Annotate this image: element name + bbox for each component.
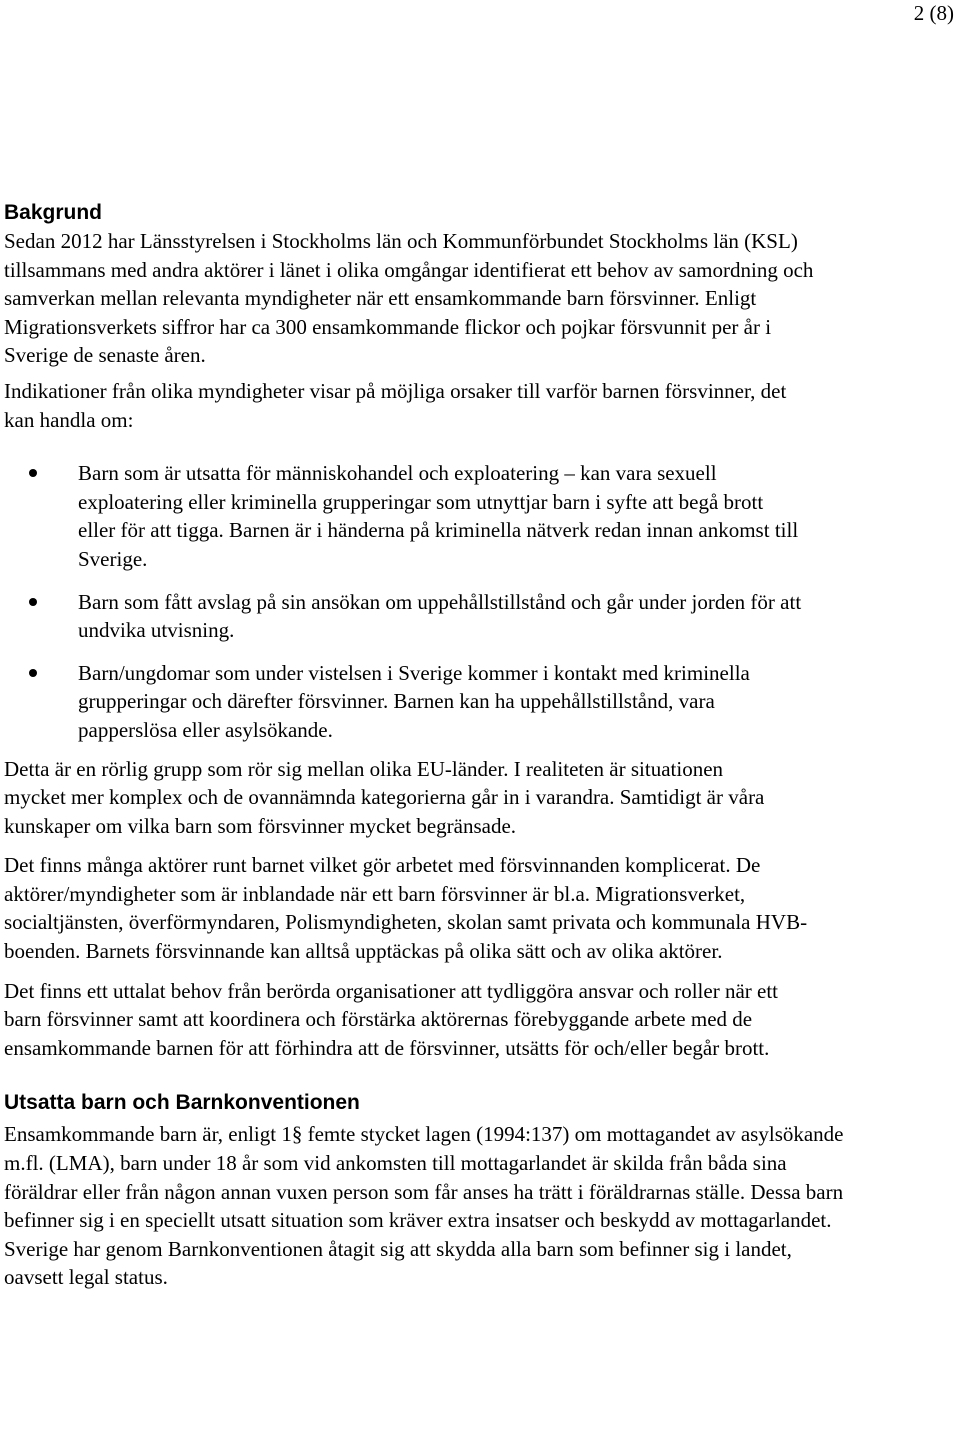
list-item-rejected-asylum: Barn som fått avslag på sin ansökan om uppehållstillstånd och går under jorden för att undvika utvisning. <box>4 588 804 645</box>
paragraph-indications: Indikationer från olika myndigheter visar på möjliga orsaker till varför barnen försvinner, det kan handla om: <box>4 378 787 432</box>
list-item-criminal-groups: Barn/ungdomar som under vistelsen i Sverige kommer i kontakt med kriminella grupperingar och därefter försvinner. Barnen kan ha uppehållstillstånd, vara papperslösa eller asylsökande. <box>4 659 804 745</box>
document-body <box>4 199 944 1292</box>
section-heading-barnkonventionen: Utsatta barn och Barnkonventionen <box>4 1091 360 1115</box>
section-heading-bakgrund: Bakgrund <box>4 201 103 224</box>
page-number: 2 (8) <box>913 1 954 25</box>
paragraph-actors: Det finns många aktörer runt barnet vilket gör arbetet med försvinnanden komplicerat. De aktörer/myndigheter som är inblandade när ett barn försvinner är bl.a. Migrationsverket, socialtjänsten, överförmyndaren, Polismyndigheten, skolan samt privata och kommunala HVB-boenden. Barnets försvinnande kan alltså upptäckas på olika sätt och av olika aktörer. <box>4 853 808 964</box>
paragraph-need: Det finns ett uttalat behov från berörda organisationer att tydliggöra ansvar och roller när ett barn försvinner samt att koordinera och förstärka aktörernas förebyggande arbete med de ensamkommande barnen för att förhindra att de försvinner, utsätts för och/eller begår brott. <box>4 978 779 1060</box>
paragraph-mobile-group: Detta är en rörlig grupp som rör sig mellan olika EU-länder. I realiteten är situationen mycket mer komplex och de ovannämnda kategorierna går in i varandra. Samtidigt är våra kunskaper om vilka barn som försvinner mycket begränsade. <box>4 756 765 838</box>
reasons-list <box>4 459 804 744</box>
paragraph-unaccompanied-definition: Ensamkommande barn är, enligt 1§ femte stycket lagen (1994:137) om mottagandet av asylsökande m.fl. (LMA), barn under 18 år som vid ankomsten till mottagarlandet är skilda från båda sina föräldrar eller från någon annan vuxen person som får anses ha trätt i föräldrarnas ställe. Dessa barn befinner sig i en speciellt utsatt situation som kräver extra insatser och beskydd av mottagarlandet. Sverige har genom Barnkonventionen åtagit sig att skydda alla barn som befinner sig i landet, oavsett legal status. <box>4 1122 844 1290</box>
paragraph-intro: Sedan 2012 har Länsstyrelsen i Stockholms län och Kommunförbundet Stockholms län (KSL) tillsammans med andra aktörer i länet i olika omgångar identifierat ett behov av samordning och samverkan mellan relevanta myndigheter när ett ensamkommande barn försvinner. Enligt Migrationsverkets siffror har ca 300 ensamkommande flickor och pojkar försvunnit per år i Sverige de senaste åren. <box>4 229 814 368</box>
list-item-trafficking: Barn som är utsatta för människohandel och exploatering – kan vara sexuell exploatering eller kriminella grupperingar som utnyttjar barn i syfte att begå brott eller för att tigga. Barnen är i händerna på kriminella nätverk redan innan ankomst till Sverige. <box>4 459 804 573</box>
